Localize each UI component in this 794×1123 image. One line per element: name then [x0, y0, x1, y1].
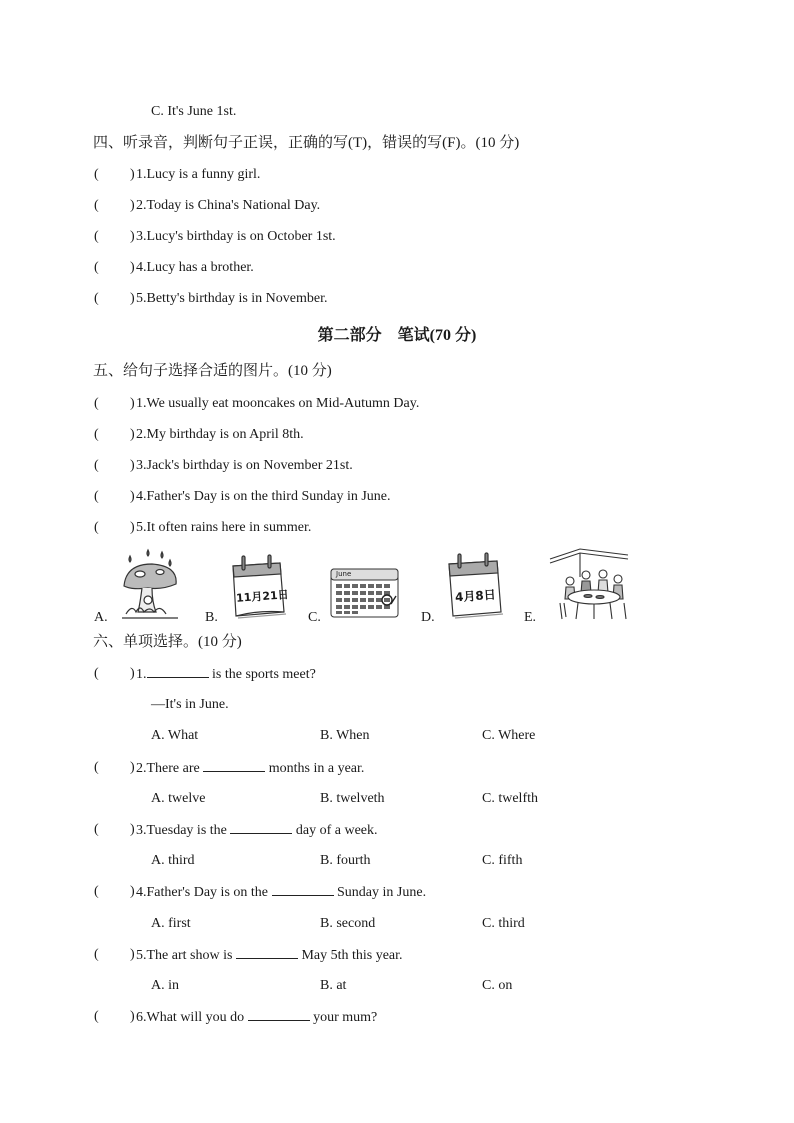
close-paren: )	[130, 822, 135, 837]
question-answer-line: —It's in June.	[151, 697, 229, 712]
question-suffix: May 5th this year.	[297, 948, 403, 963]
open-paren: (	[94, 947, 99, 962]
mushroom-rain-icon	[118, 548, 184, 620]
question-prefix: 6.What will you do	[136, 1010, 248, 1025]
question-prefix: 1.	[136, 667, 147, 682]
section-6-title: 六、单项选择。(10 分)	[93, 634, 242, 650]
open-paren: (	[94, 489, 99, 504]
option-b[interactable]: B. at	[320, 978, 347, 993]
calendar-page-icon	[228, 554, 290, 620]
option-b[interactable]: B. second	[320, 916, 376, 931]
family-dinner-icon	[548, 547, 630, 621]
question-suffix: Sunday in June.	[333, 885, 427, 900]
answer-blank[interactable]	[248, 1008, 310, 1021]
open-paren: (	[94, 396, 99, 411]
calendar-page-icon	[445, 552, 507, 620]
answer-blank[interactable]	[236, 946, 298, 959]
option-a[interactable]: A. first	[151, 916, 191, 931]
option-c[interactable]: C. third	[482, 916, 525, 931]
option-a[interactable]: A. twelve	[151, 791, 206, 806]
question-prefix: 4.Father's Day is on the	[136, 885, 272, 900]
question-prefix: 3.Tuesday is the	[136, 823, 231, 838]
close-paren: )	[130, 1009, 135, 1024]
item-text: 1.Lucy is a funny girl.	[136, 167, 261, 182]
answer-blank[interactable]	[203, 759, 265, 772]
item-text: 5.It often rains here in summer.	[136, 520, 312, 535]
picture-label-e: E.	[524, 610, 537, 625]
picture-label-a: A.	[94, 610, 108, 625]
answer-blank[interactable]	[147, 665, 209, 678]
open-paren: (	[94, 884, 99, 899]
close-paren: )	[130, 666, 135, 681]
option-b[interactable]: B. When	[320, 728, 370, 743]
close-paren: )	[130, 458, 135, 473]
close-paren: )	[130, 520, 135, 535]
item-text: 3.Lucy's birthday is on October 1st.	[136, 229, 336, 244]
open-paren: (	[94, 427, 99, 442]
close-paren: )	[130, 198, 135, 213]
open-paren: (	[94, 291, 99, 306]
close-paren: )	[130, 427, 135, 442]
question-text	[136, 759, 364, 778]
item-text: 4.Lucy has a brother.	[136, 260, 254, 275]
section-5-title: 五、给句子选择合适的图片。(10 分)	[93, 363, 332, 379]
close-paren: )	[130, 947, 135, 962]
close-paren: )	[130, 167, 135, 182]
open-paren: (	[94, 167, 99, 182]
option-c[interactable]: C. fifth	[482, 853, 523, 868]
option-c[interactable]: C. on	[482, 978, 513, 993]
option-a[interactable]: A. in	[151, 978, 179, 993]
option-a[interactable]: A. What	[151, 728, 199, 743]
calendar-date-text: 11月21日	[235, 588, 290, 605]
picture-label-d: D.	[421, 610, 435, 625]
picture-label-c: C.	[308, 610, 321, 625]
question-text	[136, 665, 316, 684]
item-text: 1.We usually eat mooncakes on Mid-Autumn Day.	[136, 396, 420, 411]
item-text: 4.Father's Day is on the third Sunday in June.	[136, 489, 391, 504]
option-c[interactable]: C. twelfth	[482, 791, 538, 806]
close-paren: )	[130, 489, 135, 504]
open-paren: (	[94, 822, 99, 837]
answer-blank[interactable]	[272, 883, 334, 896]
open-paren: (	[94, 260, 99, 275]
close-paren: )	[130, 291, 135, 306]
item-text: 2.My birthday is on April 8th.	[136, 427, 304, 442]
open-paren: (	[94, 458, 99, 473]
section-4-title: 四、听录音，判断句子正误，正确的写(T)，错误的写(F)。(10 分)	[93, 135, 520, 151]
question-prefix: 5.The art show is	[136, 948, 236, 963]
open-paren: (	[94, 229, 99, 244]
question-text	[136, 946, 403, 965]
option-a[interactable]: A. third	[151, 853, 195, 868]
open-paren: (	[94, 520, 99, 535]
calendar-month-text: June	[336, 570, 352, 578]
question-text	[136, 1008, 377, 1027]
open-paren: (	[94, 666, 99, 681]
option-c-previous: C. It's June 1st.	[151, 104, 237, 119]
option-b[interactable]: B. twelveth	[320, 791, 385, 806]
item-text: 5.Betty's birthday is in November.	[136, 291, 328, 306]
close-paren: )	[130, 260, 135, 275]
calendar-date-text: 4月8日	[454, 587, 497, 605]
question-prefix: 2.There are	[136, 761, 204, 776]
question-text	[136, 821, 378, 840]
picture-label-b: B.	[205, 610, 218, 625]
question-suffix: is the sports meet?	[208, 667, 316, 682]
question-suffix: months in a year.	[265, 761, 365, 776]
month-calendar-icon	[330, 568, 400, 620]
close-paren: )	[130, 229, 135, 244]
question-text	[136, 883, 426, 902]
open-paren: (	[94, 1009, 99, 1024]
item-text: 3.Jack's birthday is on November 21st.	[136, 458, 353, 473]
close-paren: )	[130, 760, 135, 775]
open-paren: (	[94, 760, 99, 775]
option-c[interactable]: C. Where	[482, 728, 536, 743]
question-suffix: your mum?	[309, 1010, 378, 1025]
answer-blank[interactable]	[230, 821, 292, 834]
option-b[interactable]: B. fourth	[320, 853, 371, 868]
close-paren: )	[130, 396, 135, 411]
open-paren: (	[94, 198, 99, 213]
question-suffix: day of a week.	[292, 823, 378, 838]
close-paren: )	[130, 884, 135, 899]
item-text: 2.Today is China's National Day.	[136, 198, 321, 213]
part-2-title: 第二部分 笔试(70 分)	[317, 327, 477, 344]
